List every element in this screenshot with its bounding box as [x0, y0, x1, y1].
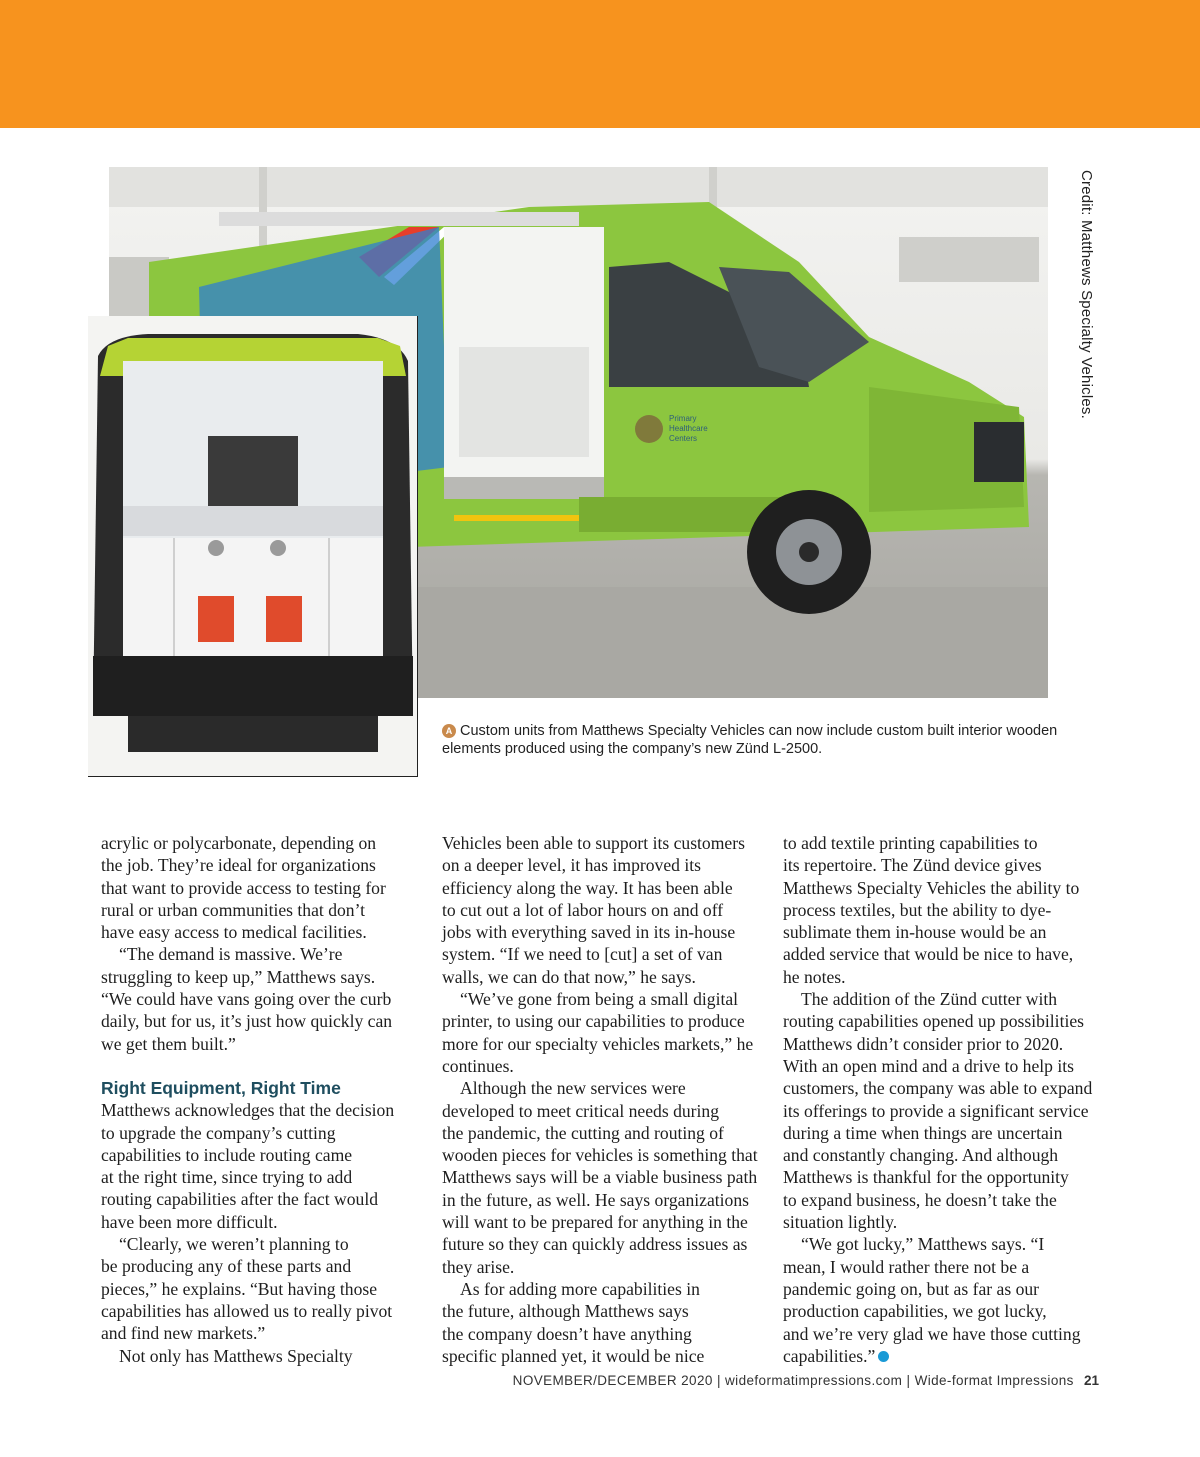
text-line: Matthews is thankful for the opportunity	[783, 1167, 1069, 1188]
paragraph	[783, 1233, 1101, 1367]
text-line: the pandemic, the cutting and routing of	[442, 1122, 724, 1143]
text-line: at the right time, since trying to add	[101, 1167, 353, 1188]
text-line	[783, 1345, 1101, 1367]
text-line: have been more difficult.	[101, 1211, 278, 1232]
photo-caption	[442, 722, 1062, 758]
text-line: acrylic or polycarbonate, depending on	[101, 833, 377, 853]
text-line: mean, I would rather there not be a	[783, 1256, 1030, 1277]
van-logo-line-1: Primary	[669, 414, 697, 423]
text-line: future so they can quickly address issues as	[442, 1234, 748, 1255]
text-line: Matthews acknowledges that the decision	[101, 1100, 395, 1121]
page-number: 21	[1083, 1373, 1099, 1388]
text-line: process textiles, but the ability to dye-	[783, 899, 1052, 920]
text-line: the future, although Matthews says	[442, 1301, 689, 1322]
footer-site: wideformatimpressions.com	[725, 1373, 903, 1388]
text-line: rural or urban communities that don’t	[101, 899, 366, 920]
text-line: As for adding more capabilities in	[460, 1278, 700, 1299]
text-line: struggling to keep up,” Matthews says.	[101, 966, 376, 987]
header-banner	[0, 0, 1200, 128]
text-line: Matthews says will be a viable business path	[442, 1167, 758, 1188]
van-rear-photo	[88, 316, 418, 777]
van-logo-line-3: Centers	[669, 434, 698, 443]
text-line: and constantly changing. And although	[783, 1145, 1059, 1166]
article-column-2	[442, 832, 760, 1367]
text-line: With an open mind and a drive to help its	[783, 1055, 1074, 1076]
text-line: its repertoire. The Zünd device gives	[783, 855, 1042, 876]
paragraph	[442, 1278, 760, 1367]
text-line: Matthews Specialty Vehicles the ability to	[783, 877, 1080, 898]
footer-magazine: Wide-format Impressions	[914, 1373, 1074, 1388]
paragraph	[101, 943, 419, 1054]
footer-separator: |	[716, 1373, 721, 1388]
text-line: that want to provide access to testing for	[101, 877, 386, 898]
footer-separator: |	[906, 1373, 911, 1388]
photo-credit: Credit: Matthews Specialty Vehicles.	[1078, 170, 1095, 419]
text-line: situation lightly.	[783, 1212, 898, 1233]
last-line-text: capabilities.”	[783, 1345, 876, 1366]
text-line: developed to meet critical needs during	[442, 1100, 719, 1121]
footer-issue: NOVEMBER/DECEMBER 2020	[512, 1373, 713, 1388]
article-column-1	[101, 832, 419, 1367]
text-line: pandemic going on, but as far as our	[783, 1278, 1040, 1299]
text-line: Vehicles been able to support its customers	[442, 833, 745, 853]
text-line: be producing any of these parts and	[101, 1256, 352, 1277]
paragraph	[783, 832, 1101, 988]
text-line: continues.	[442, 1055, 514, 1076]
text-line: wooden pieces for vehicles is something that	[442, 1145, 758, 1166]
text-line: Not only has Matthews Specialty	[119, 1345, 353, 1366]
text-line: “Clearly, we weren’t planning to	[119, 1234, 349, 1255]
text-line: its offerings to provide a significant service	[783, 1100, 1089, 1121]
text-line: “We’ve gone from being a small digital	[460, 989, 739, 1010]
text-line: during a time when things are uncertain	[783, 1122, 1063, 1143]
text-line: will want to be prepared for anything in the	[442, 1212, 748, 1233]
text-line: in the future, as well. He says organizations	[442, 1189, 749, 1210]
paragraph	[101, 1345, 419, 1367]
text-line: jobs with everything saved in its in-house	[442, 922, 736, 943]
text-line: walls, we can do that now,” he says.	[442, 966, 696, 987]
text-line: specific planned yet, it would be nice	[442, 1345, 705, 1366]
paragraph	[101, 832, 419, 943]
text-line: capabilities to include routing came	[101, 1144, 353, 1165]
end-of-article-icon	[878, 1351, 889, 1362]
paragraph	[783, 988, 1101, 1233]
text-line: system. “If we need to [cut] a set of van	[442, 944, 723, 965]
text-line: “We could have vans going over the curb	[101, 989, 392, 1010]
van-logo-line-2: Healthcare	[669, 424, 708, 433]
paragraph	[442, 1077, 760, 1278]
text-line: the company doesn’t have anything	[442, 1323, 692, 1344]
text-line: to add textile printing capabilities to	[783, 833, 1038, 853]
text-line: and find new markets.”	[101, 1323, 266, 1344]
text-line: and we’re very glad we have those cutting	[783, 1323, 1081, 1344]
text-line: sublimate them in-house would be an	[783, 922, 1047, 943]
text-line: routing capabilities opened up possibilities	[783, 1011, 1085, 1032]
text-line: he notes.	[783, 966, 846, 987]
text-line: Although the new services were	[460, 1078, 686, 1099]
text-line: “The demand is massive. We’re	[119, 944, 343, 965]
text-line: more for our specialty vehicles markets,” he	[442, 1033, 754, 1054]
text-line: capabilities has allowed us to really pivot	[101, 1300, 393, 1321]
text-line: have easy access to medical facilities.	[101, 922, 367, 943]
text-line: routing capabilities after the fact would	[101, 1189, 378, 1210]
paragraph	[442, 832, 760, 988]
text-line: printer, to using our capabilities to produce	[442, 1011, 745, 1032]
text-line: to cut out a lot of labor hours on and off	[442, 899, 724, 920]
text-line: efficiency along the way. It has been able	[442, 877, 733, 898]
paragraph	[442, 988, 760, 1077]
text-line: the job. They’re ideal for organizations	[101, 855, 376, 876]
text-line: added service that would be nice to have,	[783, 944, 1074, 965]
text-line: customers, the company was able to expand	[783, 1078, 1093, 1099]
caption-marker-icon: A	[442, 724, 456, 738]
text-line: to expand business, he doesn’t take the	[783, 1189, 1057, 1210]
text-line: The addition of the Zünd cutter with	[801, 989, 1058, 1010]
paragraph	[101, 1233, 419, 1344]
text-line: to upgrade the company’s cutting	[101, 1122, 336, 1143]
article-column-3	[783, 832, 1101, 1367]
paragraph	[101, 1099, 419, 1233]
text-line: pieces,” he explains. “But having those	[101, 1278, 378, 1299]
caption-text: Custom units from Matthews Specialty Vehicles can now include custom built interior wooden elements produced using the company’s new Zünd L-2500.	[442, 723, 1058, 757]
text-line: they arise.	[442, 1256, 515, 1277]
text-line: we get them built.”	[101, 1033, 236, 1054]
page-footer	[513, 1373, 1099, 1388]
text-line: production capabilities, we got lucky,	[783, 1301, 1047, 1322]
van-rear-illustration	[88, 316, 417, 776]
text-line: Matthews didn’t consider prior to 2020.	[783, 1033, 1064, 1054]
text-line: daily, but for us, it’s just how quickly can	[101, 1011, 393, 1032]
text-line: on a deeper level, it has improved its	[442, 855, 701, 876]
section-subhead: Right Equipment, Right Time	[101, 1077, 341, 1098]
text-line: “We got lucky,” Matthews says. “I	[801, 1234, 1045, 1255]
